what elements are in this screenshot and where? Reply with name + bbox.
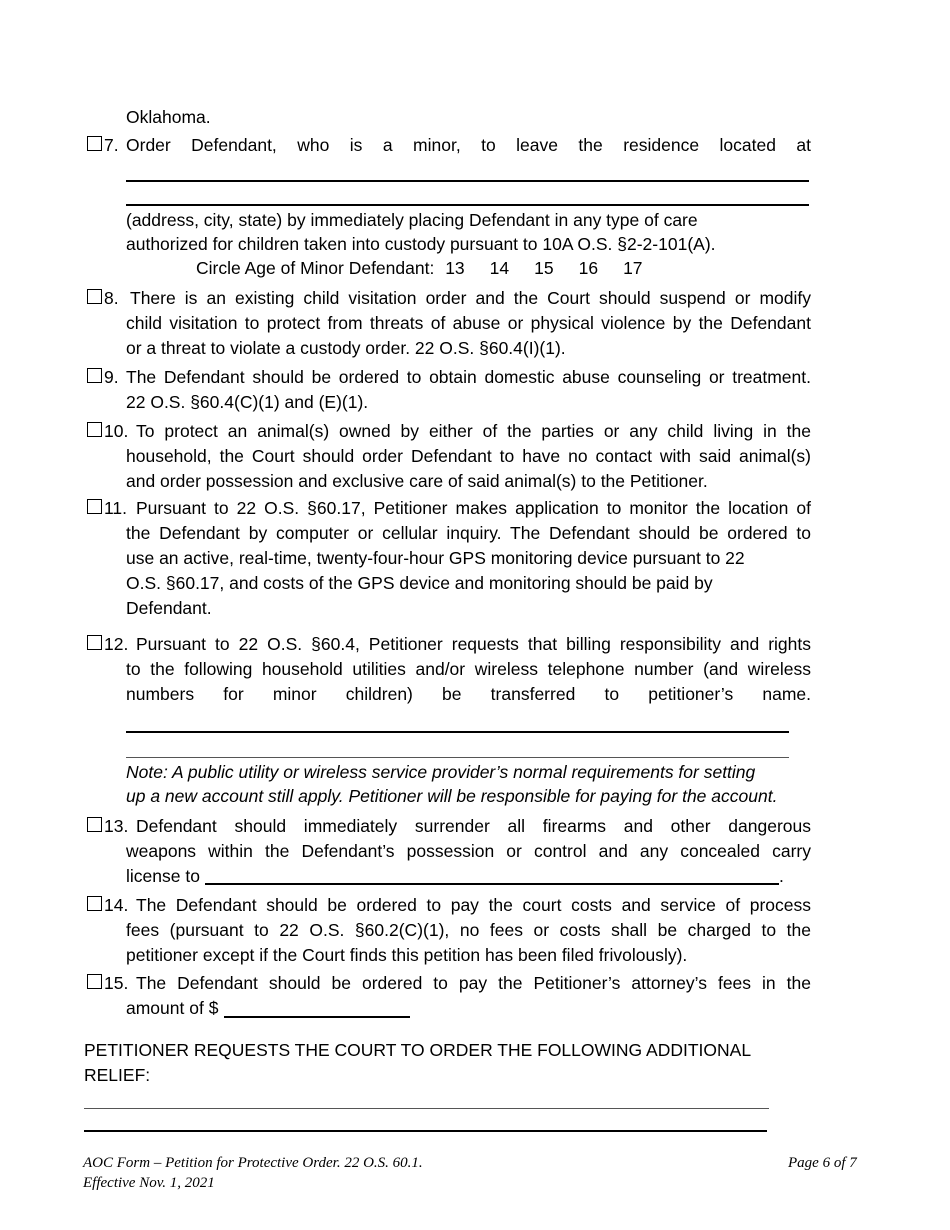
item7-age-row	[196, 256, 643, 281]
item10-line3: and order possession and exclusive care of said animal(s) to the Petitioner.	[126, 471, 708, 491]
age-option-14[interactable]: 14	[489, 258, 510, 278]
item10-line2: household, the Court should order Defendant to have no contact with said animal(s)	[126, 446, 811, 466]
item11-line4: O.S. §60.17, and costs of the GPS device and monitoring should be paid by	[126, 573, 713, 593]
item8-line3: or a threat to violate a custody order. 22 O.S. §60.4(I)(1).	[126, 338, 566, 358]
additional-relief-line2[interactable]	[84, 1130, 767, 1132]
item13-line1: Defendant should immediately surrender all firearms and other dangerous	[136, 816, 811, 836]
additional-relief-heading-line1: PETITIONER REQUESTS THE COURT TO ORDER THE FOLLOWING ADDITIONAL	[84, 1040, 752, 1060]
item11-line3: use an active, real-time, twenty-four-hour GPS monitoring device pursuant to 22	[126, 548, 745, 568]
item15-number: 15.	[104, 973, 129, 993]
item12-line2: to the following household utilities and/or wireless telephone number (and wireless	[126, 659, 811, 679]
item12-note-line2: up a new account still apply. Petitioner will be responsible for paying for the account.	[126, 786, 778, 806]
item10-checkbox[interactable]	[87, 422, 102, 437]
item7-line3: authorized for children taken into custody pursuant to 10A O.S. §2-2-101(A).	[126, 234, 716, 254]
additional-relief-line1[interactable]	[84, 1108, 769, 1109]
item12-utilities-line1[interactable]	[126, 731, 789, 733]
item7-address-line2[interactable]	[126, 204, 809, 206]
item12-line1: Pursuant to 22 O.S. §60.4, Petitioner requests that billing responsibility and rights	[136, 634, 811, 654]
footer-effective-date: Effective Nov. 1, 2021	[83, 1175, 215, 1191]
item8-checkbox[interactable]	[87, 289, 102, 304]
age-option-17[interactable]: 17	[623, 258, 643, 278]
item13-checkbox[interactable]	[87, 817, 102, 832]
item13-line3-prefix: license to	[126, 866, 200, 886]
item14-number: 14.	[104, 895, 129, 915]
item11-line1: Pursuant to 22 O.S. §60.17, Petitioner makes application to monitor the location of	[136, 498, 811, 518]
item7-address-line1[interactable]	[126, 180, 809, 182]
item10-line1: To protect an animal(s) owned by either of the parties or any child living in the	[136, 421, 811, 441]
item9-number: 9.	[104, 367, 119, 387]
age-option-16[interactable]: 16	[578, 258, 599, 278]
item13-line2: weapons within the Defendant’s possession or control and any concealed carry	[126, 841, 811, 861]
footer-page-number: Page 6 of 7	[788, 1155, 857, 1171]
item8-line2: child visitation to protect from threats of abuse or physical violence by the Defendant	[126, 313, 811, 333]
item8-line1: There is an existing child visitation order and the Court should suspend or modify	[130, 288, 811, 308]
item8-number: 8.	[104, 288, 119, 308]
item12-number: 12.	[104, 634, 129, 654]
item9-line2: 22 O.S. §60.4(C)(1) and (E)(1).	[126, 392, 369, 412]
item13-line3-suffix: .	[779, 866, 784, 886]
concealed-carry-recipient-line[interactable]	[205, 883, 779, 885]
item14-line2: fees (pursuant to 22 O.S. §60.2(C)(1), no fees or costs shall be charged to the	[126, 920, 811, 940]
item15-checkbox[interactable]	[87, 974, 102, 989]
footer-form-title: AOC Form – Petition for Protective Order. 22 O.S. 60.1.	[83, 1155, 423, 1171]
item12-note-line1: Note: A public utility or wireless service provider’s normal requirements for setting	[126, 762, 756, 782]
item11-number: 11.	[104, 498, 128, 518]
item11-line2: the Defendant by computer or cellular inquiry. The Defendant should be ordered to	[126, 523, 811, 543]
item7-number: 7.	[104, 135, 119, 155]
item10-number: 10.	[104, 421, 129, 441]
item13-number: 13.	[104, 816, 129, 836]
item7-checkbox[interactable]	[87, 136, 102, 151]
item14-line3: petitioner except if the Court finds this petition has been filed frivolously).	[126, 945, 688, 965]
item11-line5: Defendant.	[126, 598, 212, 618]
item7-line1: Order Defendant, who is a minor, to leave the residence located at	[126, 135, 811, 155]
item9-checkbox[interactable]	[87, 368, 102, 383]
item15-line1: The Defendant should be ordered to pay the Petitioner’s attorney’s fees in the	[136, 973, 811, 993]
item12-utilities-line2[interactable]	[126, 757, 789, 758]
item12-checkbox[interactable]	[87, 635, 102, 650]
item14-line1: The Defendant should be ordered to pay the court costs and service of process	[136, 895, 811, 915]
attorney-fees-amount-line[interactable]	[224, 1016, 410, 1018]
age-option-15[interactable]: 15	[534, 258, 554, 278]
item14-checkbox[interactable]	[87, 896, 102, 911]
additional-relief-heading-line2: RELIEF:	[84, 1065, 151, 1085]
item15-line2-prefix: amount of $	[126, 998, 219, 1018]
age-label: Circle Age of Minor Defendant:	[196, 258, 435, 278]
age-option-13[interactable]: 13	[445, 258, 465, 278]
item9-line1: The Defendant should be ordered to obtain domestic abuse counseling or treatment.	[126, 367, 811, 387]
item7-line2: (address, city, state) by immediately placing Defendant in any type of care	[126, 210, 698, 230]
continued-text: Oklahoma.	[126, 107, 211, 127]
item11-checkbox[interactable]	[87, 499, 102, 514]
item12-line3: numbers for minor children) be transferred to petitioner’s name.	[126, 684, 811, 704]
